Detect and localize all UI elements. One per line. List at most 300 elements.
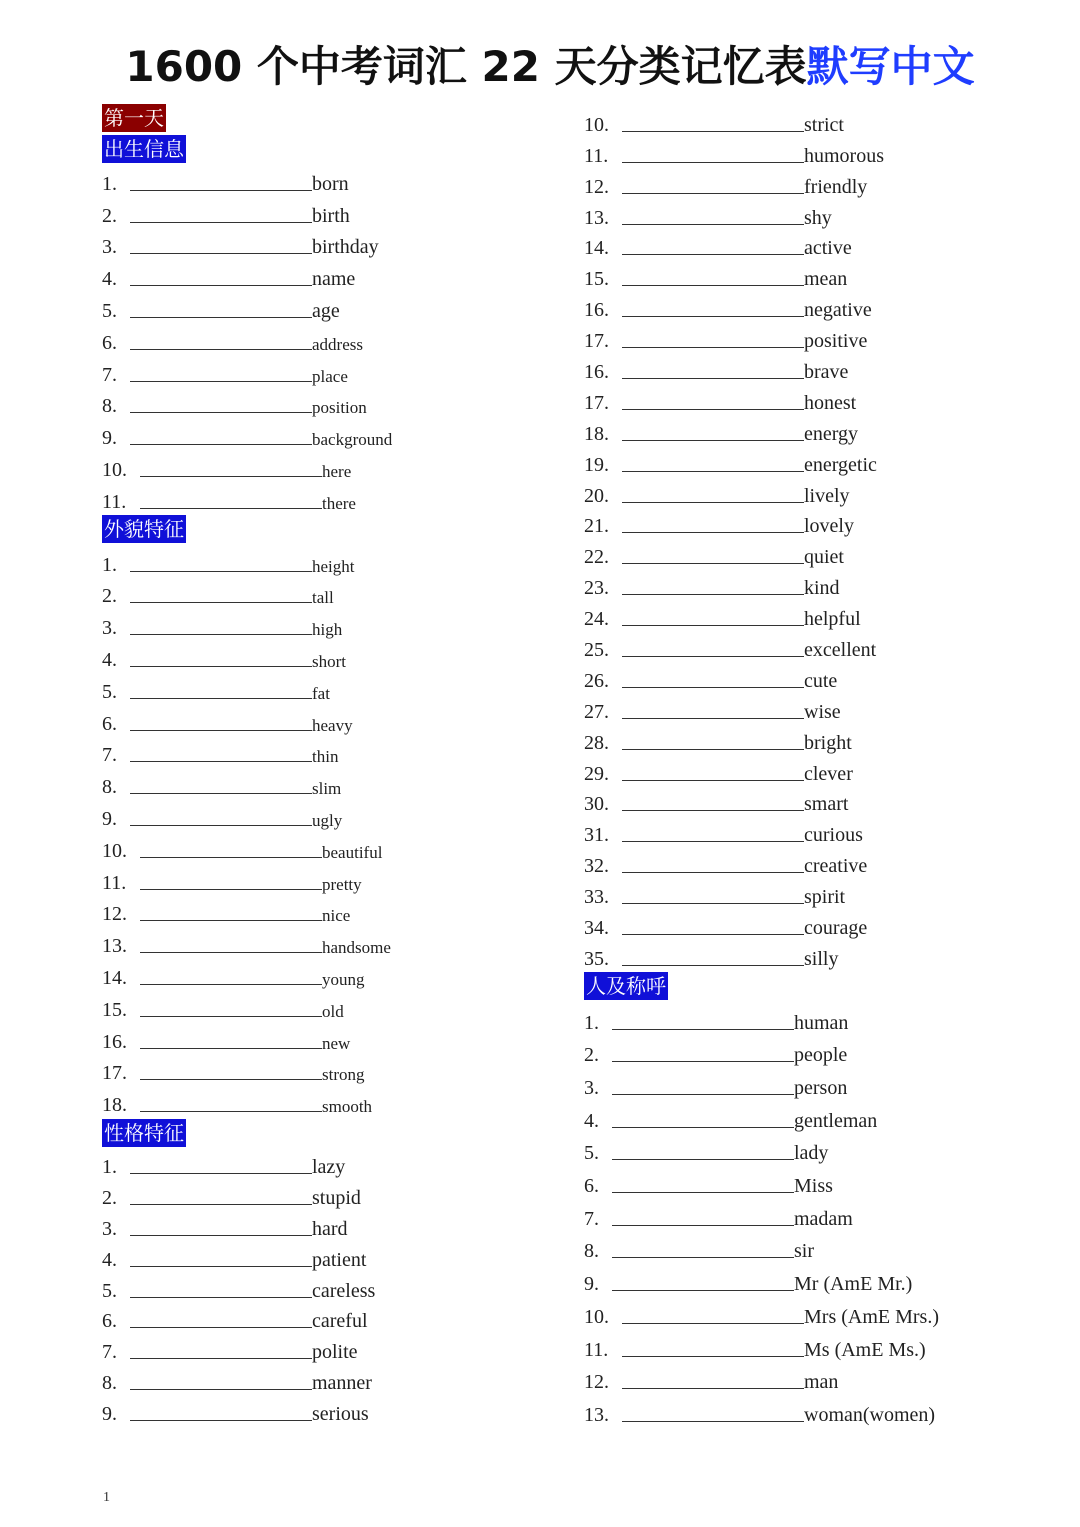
word-row	[584, 693, 1004, 724]
answer-blank[interactable]	[612, 1225, 794, 1226]
item-number: 5.	[102, 680, 117, 703]
section-header-people	[584, 971, 1004, 1002]
answer-blank[interactable]	[130, 222, 312, 223]
answer-blank[interactable]	[140, 1048, 322, 1049]
item-number: 5.	[584, 1142, 599, 1165]
answer-blank[interactable]	[622, 285, 804, 286]
answer-blank[interactable]	[622, 841, 804, 842]
answer-blank[interactable]	[622, 687, 804, 688]
answer-blank[interactable]	[140, 1079, 322, 1080]
section-label: 人及称呼	[586, 974, 666, 999]
english-word: Mrs (AmE Mrs.)	[804, 1305, 939, 1328]
page-number: 1	[103, 1490, 110, 1505]
english-word: creative	[804, 855, 868, 878]
word-row	[102, 418, 522, 450]
english-word: born	[312, 172, 349, 195]
word-row	[584, 137, 1004, 168]
word-row	[584, 631, 1004, 662]
item-number: 3.	[102, 236, 117, 259]
answer-blank[interactable]	[622, 1388, 804, 1389]
english-word: strict	[804, 113, 844, 136]
item-number: 16.	[584, 361, 609, 384]
answer-blank[interactable]	[130, 1204, 312, 1205]
item-number: 13.	[102, 935, 127, 958]
answer-blank[interactable]	[130, 349, 312, 350]
word-row	[102, 355, 522, 387]
item-number: 22.	[584, 546, 609, 569]
word-row	[584, 1002, 1004, 1035]
english-word: lovely	[804, 515, 854, 538]
answer-blank[interactable]	[622, 471, 804, 472]
answer-blank[interactable]	[140, 1111, 322, 1112]
answer-blank[interactable]	[130, 1358, 312, 1359]
english-word: cute	[804, 669, 838, 692]
word-row	[584, 199, 1004, 230]
item-number: 18.	[102, 1094, 127, 1117]
item-number: 14.	[584, 237, 609, 260]
word-row	[584, 260, 1004, 291]
item-number: 4.	[102, 648, 117, 671]
word-row	[584, 940, 1004, 971]
answer-blank[interactable]	[130, 444, 312, 445]
answer-blank[interactable]	[130, 1297, 312, 1298]
english-word: sir	[794, 1240, 814, 1263]
item-number: 8.	[584, 1240, 599, 1263]
answer-blank[interactable]	[130, 602, 312, 603]
answer-blank[interactable]	[130, 1235, 312, 1236]
answer-blank[interactable]	[130, 1327, 312, 1328]
english-word: high	[312, 620, 343, 640]
answer-blank[interactable]	[622, 872, 804, 873]
answer-blank[interactable]	[130, 1173, 312, 1174]
word-row	[584, 600, 1004, 631]
item-number: 30.	[584, 793, 609, 816]
word-row	[102, 1085, 522, 1117]
left-column	[102, 102, 522, 1426]
day-label: 第一天	[104, 105, 164, 130]
word-row	[584, 1329, 1004, 1362]
item-number: 20.	[584, 484, 609, 507]
word-row	[102, 1395, 522, 1426]
word-list-appearance	[102, 545, 522, 1117]
answer-blank[interactable]	[130, 381, 312, 382]
word-row	[102, 482, 522, 514]
item-number: 1.	[102, 1156, 117, 1178]
answer-blank[interactable]	[130, 1420, 312, 1421]
word-row	[102, 672, 522, 704]
answer-blank[interactable]	[622, 965, 804, 966]
item-number: 12.	[584, 175, 609, 198]
english-word: Miss	[794, 1175, 833, 1198]
item-number: 26.	[584, 669, 609, 692]
answer-blank[interactable]	[612, 1159, 794, 1160]
answer-blank[interactable]	[622, 224, 804, 225]
item-number: 2.	[102, 1186, 117, 1209]
answer-blank[interactable]	[622, 254, 804, 255]
english-word: quiet	[804, 546, 844, 569]
item-number: 6.	[102, 1310, 117, 1333]
section-label: 外貌特征	[104, 517, 184, 542]
word-row	[102, 1022, 522, 1054]
item-number: 5.	[102, 1279, 117, 1302]
english-word: person	[794, 1077, 848, 1099]
item-number: 6.	[584, 1175, 599, 1198]
item-number: 9.	[102, 427, 117, 450]
english-word: thin	[312, 747, 339, 767]
answer-blank[interactable]	[140, 984, 322, 985]
english-word: lady	[794, 1142, 829, 1165]
item-number: 35.	[584, 947, 609, 970]
answer-blank[interactable]	[622, 810, 804, 811]
english-word: bright	[804, 731, 852, 754]
english-word: kind	[804, 577, 840, 600]
word-row	[584, 1263, 1004, 1296]
item-number: 11.	[102, 490, 127, 513]
english-word: height	[312, 556, 355, 576]
section-header-birth-info	[102, 133, 522, 164]
answer-blank[interactable]	[130, 698, 312, 699]
answer-blank[interactable]	[130, 1389, 312, 1390]
answer-blank[interactable]	[140, 476, 322, 477]
item-number: 10.	[584, 1305, 609, 1328]
answer-blank[interactable]	[622, 131, 804, 132]
word-row	[584, 1394, 1004, 1427]
word-row	[584, 1067, 1004, 1100]
english-word: birthday	[312, 236, 379, 259]
answer-blank[interactable]	[622, 1421, 804, 1422]
answer-blank[interactable]	[622, 409, 804, 410]
english-word: wise	[804, 700, 841, 723]
word-row	[102, 895, 522, 927]
answer-blank[interactable]	[622, 316, 804, 317]
answer-blank[interactable]	[622, 440, 804, 441]
answer-blank[interactable]	[130, 825, 312, 826]
item-number: 7.	[102, 1341, 117, 1364]
english-word: Ms (AmE Ms.)	[804, 1338, 926, 1361]
word-row	[584, 168, 1004, 199]
english-word: active	[804, 237, 852, 260]
word-row	[584, 508, 1004, 539]
answer-blank[interactable]	[140, 920, 322, 921]
word-row	[102, 1303, 522, 1334]
word-row	[584, 415, 1004, 446]
item-number: 19.	[584, 453, 609, 476]
word-row	[584, 909, 1004, 940]
word-row	[102, 1148, 522, 1179]
answer-blank[interactable]	[140, 508, 322, 509]
answer-blank[interactable]	[130, 571, 312, 572]
word-row	[102, 799, 522, 831]
answer-blank[interactable]	[130, 412, 312, 413]
answer-blank[interactable]	[612, 1290, 794, 1291]
item-number: 21.	[584, 515, 609, 538]
word-row	[584, 538, 1004, 569]
answer-blank[interactable]	[622, 162, 804, 163]
english-word: energy	[804, 422, 859, 445]
answer-blank[interactable]	[130, 634, 312, 635]
answer-blank[interactable]	[130, 285, 312, 286]
english-word: gentleman	[794, 1109, 878, 1132]
item-number: 6.	[102, 712, 117, 735]
word-row	[584, 477, 1004, 508]
word-row	[102, 164, 522, 196]
english-word: place	[312, 366, 348, 386]
english-word: mean	[804, 268, 848, 291]
word-row	[102, 1272, 522, 1303]
word-list-birth-info	[102, 164, 522, 514]
item-number: 24.	[584, 608, 609, 631]
word-row	[102, 228, 522, 260]
answer-blank[interactable]	[622, 563, 804, 564]
answer-blank[interactable]	[622, 1323, 804, 1324]
answer-blank[interactable]	[130, 793, 312, 794]
item-number: 9.	[584, 1273, 599, 1296]
item-number: 2.	[584, 1044, 599, 1067]
english-word: background	[312, 430, 393, 450]
item-number: 15.	[102, 998, 127, 1021]
item-number: 11.	[584, 1338, 609, 1361]
item-number: 15.	[584, 268, 609, 291]
item-number: 9.	[102, 1403, 117, 1426]
item-number: 3.	[102, 1217, 117, 1240]
day-header	[102, 102, 522, 133]
english-word: helpful	[804, 608, 861, 631]
answer-blank[interactable]	[130, 666, 312, 667]
answer-blank[interactable]	[130, 190, 312, 191]
answer-blank[interactable]	[622, 718, 804, 719]
item-number: 17.	[584, 391, 609, 414]
english-word: people	[794, 1044, 848, 1067]
answer-blank[interactable]	[612, 1061, 794, 1062]
english-word: serious	[312, 1403, 369, 1426]
word-row	[102, 450, 522, 482]
english-word: short	[312, 651, 346, 671]
word-row	[102, 704, 522, 736]
word-row	[102, 323, 522, 355]
answer-blank[interactable]	[622, 934, 804, 935]
answer-blank[interactable]	[130, 1266, 312, 1267]
item-number: 2.	[102, 585, 117, 608]
english-word: hard	[312, 1217, 348, 1240]
answer-blank[interactable]	[612, 1094, 794, 1095]
answer-blank[interactable]	[612, 1029, 794, 1030]
word-row	[102, 545, 522, 577]
english-word: positive	[804, 330, 868, 353]
section-header-appearance	[102, 514, 522, 545]
word-row	[584, 1133, 1004, 1166]
word-row	[102, 1179, 522, 1210]
english-word: age	[312, 299, 340, 322]
item-number: 18.	[584, 422, 609, 445]
english-word: shy	[804, 206, 832, 229]
item-number: 16.	[102, 1030, 127, 1053]
answer-blank[interactable]	[140, 889, 322, 890]
english-word: honest	[804, 391, 857, 414]
item-number: 8.	[102, 1372, 117, 1395]
answer-blank[interactable]	[622, 1356, 804, 1357]
english-word: fat	[312, 683, 330, 703]
answer-blank[interactable]	[130, 730, 312, 731]
answer-blank[interactable]	[612, 1257, 794, 1258]
english-word: pretty	[322, 874, 362, 894]
word-row	[102, 736, 522, 768]
section-label: 出生信息	[104, 136, 184, 161]
word-row	[584, 106, 1004, 137]
english-word: careful	[312, 1310, 368, 1333]
english-word: smart	[804, 793, 849, 816]
english-word: name	[312, 268, 356, 291]
answer-blank[interactable]	[622, 780, 804, 781]
item-number: 8.	[102, 776, 117, 799]
word-row	[584, 786, 1004, 817]
english-word: negative	[804, 299, 872, 322]
word-row	[584, 847, 1004, 878]
item-number: 29.	[584, 762, 609, 785]
item-number: 32.	[584, 855, 609, 878]
english-word: careless	[312, 1279, 376, 1302]
item-number: 5.	[102, 299, 117, 322]
english-word: slim	[312, 779, 342, 799]
word-row	[102, 1210, 522, 1241]
word-row	[102, 831, 522, 863]
item-number: 12.	[102, 903, 127, 926]
item-number: 1.	[584, 1011, 599, 1034]
item-number: 10.	[102, 458, 127, 481]
english-word: spirit	[804, 886, 846, 909]
item-number: 4.	[102, 268, 117, 291]
word-row	[584, 446, 1004, 477]
word-row	[584, 384, 1004, 415]
answer-blank[interactable]	[622, 347, 804, 348]
english-word: brave	[804, 361, 849, 384]
item-number: 1.	[102, 553, 117, 576]
word-row	[584, 1100, 1004, 1133]
answer-blank[interactable]	[140, 857, 322, 858]
item-number: 13.	[584, 1403, 609, 1426]
item-number: 17.	[584, 330, 609, 353]
answer-blank[interactable]	[612, 1192, 794, 1193]
english-word: lazy	[312, 1156, 346, 1178]
answer-blank[interactable]	[140, 1016, 322, 1017]
answer-blank[interactable]	[622, 193, 804, 194]
answer-blank[interactable]	[622, 656, 804, 657]
english-word: there	[322, 493, 356, 513]
word-list-personality	[102, 1148, 522, 1426]
english-word: old	[322, 1001, 344, 1021]
answer-blank[interactable]	[612, 1127, 794, 1128]
english-word: new	[322, 1033, 351, 1053]
word-row	[102, 259, 522, 291]
english-word: young	[322, 969, 365, 989]
word-row	[102, 640, 522, 672]
item-number: 31.	[584, 824, 609, 847]
english-word: ugly	[312, 810, 343, 830]
item-number: 4.	[102, 1248, 117, 1271]
word-row	[584, 1296, 1004, 1329]
answer-blank[interactable]	[622, 594, 804, 595]
word-row	[584, 1231, 1004, 1264]
answer-blank[interactable]	[140, 952, 322, 953]
item-number: 28.	[584, 731, 609, 754]
section-label: 性格特征	[104, 1120, 184, 1145]
right-column	[584, 106, 1004, 1427]
word-row	[102, 1364, 522, 1395]
item-number: 7.	[102, 363, 117, 386]
english-word: madam	[794, 1207, 853, 1230]
item-number: 16.	[584, 299, 609, 322]
item-number: 12.	[584, 1371, 609, 1394]
english-word: stupid	[312, 1186, 361, 1209]
word-row	[102, 1333, 522, 1364]
item-number: 23.	[584, 577, 609, 600]
word-row	[584, 230, 1004, 261]
answer-blank[interactable]	[130, 761, 312, 762]
english-word: humorous	[804, 144, 884, 167]
item-number: 7.	[584, 1207, 599, 1230]
item-number: 2.	[102, 204, 117, 227]
answer-blank[interactable]	[622, 625, 804, 626]
item-number: 8.	[102, 395, 117, 418]
english-word: here	[322, 461, 352, 481]
english-word: energetic	[804, 453, 877, 476]
word-row	[584, 1362, 1004, 1395]
answer-blank[interactable]	[622, 532, 804, 533]
english-word: silly	[804, 947, 839, 970]
item-number: 1.	[102, 172, 117, 195]
item-number: 7.	[102, 744, 117, 767]
item-number: 10.	[584, 113, 609, 136]
english-word: address	[312, 334, 363, 354]
english-word: nice	[322, 906, 351, 926]
english-word: clever	[804, 762, 853, 785]
answer-blank[interactable]	[130, 317, 312, 318]
item-number: 17.	[102, 1062, 127, 1085]
answer-blank[interactable]	[622, 749, 804, 750]
word-row	[584, 755, 1004, 786]
english-word: courage	[804, 917, 868, 940]
word-row	[584, 662, 1004, 693]
word-row	[102, 958, 522, 990]
word-row	[102, 387, 522, 419]
english-word: friendly	[804, 175, 868, 198]
english-word: excellent	[804, 639, 877, 662]
english-word: lively	[804, 484, 850, 507]
answer-blank[interactable]	[622, 378, 804, 379]
english-word: human	[794, 1011, 849, 1034]
answer-blank[interactable]	[130, 253, 312, 254]
answer-blank[interactable]	[622, 502, 804, 503]
word-row	[102, 863, 522, 895]
english-word: position	[312, 398, 367, 418]
word-row	[102, 608, 522, 640]
word-row	[584, 322, 1004, 353]
english-word: handsome	[322, 938, 391, 958]
word-row	[102, 990, 522, 1022]
word-row	[584, 291, 1004, 322]
word-row	[584, 569, 1004, 600]
english-word: strong	[322, 1065, 365, 1085]
word-list-personality-cont	[584, 106, 1004, 971]
title-highlight: 默写中文	[806, 42, 975, 91]
section-header-personality	[102, 1117, 522, 1148]
item-number: 25.	[584, 639, 609, 662]
word-row	[584, 1035, 1004, 1068]
item-number: 6.	[102, 331, 117, 354]
word-row	[102, 1054, 522, 1086]
item-number: 27.	[584, 700, 609, 723]
item-number: 13.	[584, 206, 609, 229]
answer-blank[interactable]	[622, 903, 804, 904]
